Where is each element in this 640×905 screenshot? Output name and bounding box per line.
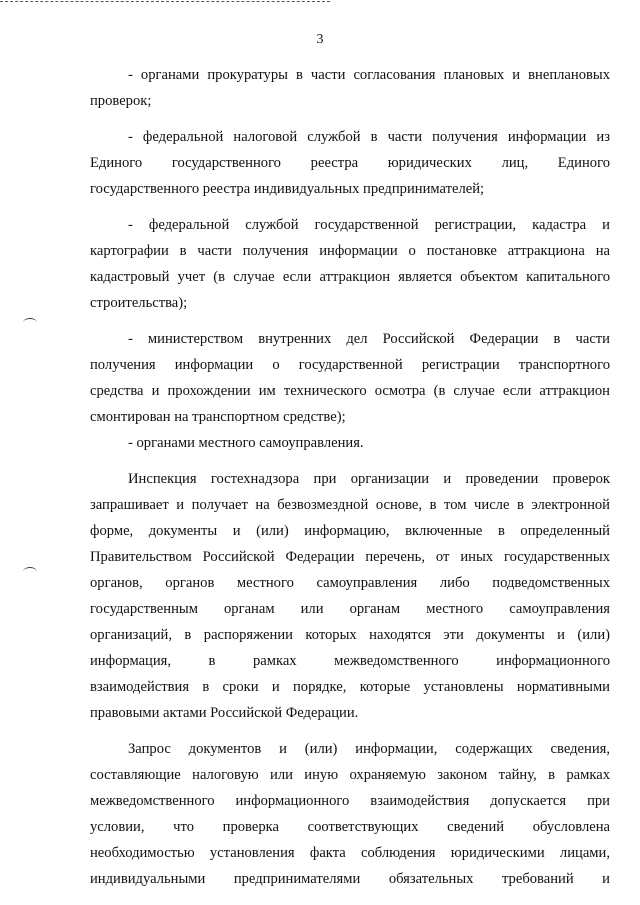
text-line: средства и прохождении им технического осмотра (в случае если аттракцион	[90, 383, 610, 399]
text-line: составляющие налоговую или иную охраняемую законом тайну, в рамках	[90, 767, 610, 783]
text-line: смонтирован на транспортном средстве);	[90, 409, 346, 425]
text-line: - федеральной службой государственной регистрации, кадастра и	[128, 217, 610, 233]
margin-mark	[23, 567, 37, 576]
text-line: проверок;	[90, 93, 152, 109]
text-line: Инспекция гостехнадзора при организации и проведении проверок	[128, 471, 610, 487]
text-line: информация, в рамках межведомственного информационного	[90, 653, 610, 669]
paragraph	[90, 430, 610, 456]
text-line: Единого государственного реестра юридических лиц, Единого	[90, 155, 610, 171]
paragraph	[90, 736, 610, 892]
text-line: правовыми актами Российской Федерации.	[90, 705, 359, 721]
text-line: форме, документы и (или) информацию, включенные в определенный	[90, 523, 610, 539]
paragraph	[90, 62, 610, 114]
text-line: межведомственного информационного взаимодействия допускается при	[90, 793, 610, 809]
text-line: государственным органам или органам местного самоуправления	[90, 601, 610, 617]
text-line: Запрос документов и (или) информации, содержащих сведения,	[128, 741, 610, 757]
text-line: - министерством внутренних дел Российской Федерации в части	[128, 331, 610, 347]
text-line: Правительством Российской Федерации перечень, от иных государственных	[90, 549, 610, 565]
text-line: организаций, в распоряжении которых находятся эти документы и (или)	[90, 627, 610, 643]
page-number: 3	[316, 32, 324, 47]
top-dashed-rule	[0, 1, 330, 2]
paragraph	[90, 326, 610, 430]
text-line: индивидуальными предпринимателями обязательных требований и	[90, 871, 610, 887]
text-line: кадастровый учет (в случае если аттракцион является объектом капитального	[90, 269, 610, 285]
text-line: получения информации о государственной регистрации транспортного	[90, 357, 610, 373]
text-line: - органами местного самоуправления.	[128, 435, 364, 451]
document-body	[90, 62, 610, 892]
text-line: строительства);	[90, 295, 188, 311]
text-line: - федеральной налоговой службой в части получения информации из	[128, 129, 610, 145]
margin-mark	[23, 318, 37, 327]
text-line: государственного реестра индивидуальных предпринимателей;	[90, 181, 485, 197]
text-line: картографии в части получения информации о постановке аттракциона на	[90, 243, 610, 259]
paragraph	[90, 212, 610, 316]
text-line: условии, что проверка соответствующих сведений обусловлена	[90, 819, 610, 835]
paragraph	[90, 466, 610, 726]
paragraph	[90, 124, 610, 202]
text-line: взаимодействия в сроки и порядке, которые установлены нормативными	[90, 679, 610, 695]
text-line: - органами прокуратуры в части согласования плановых и внеплановых	[128, 67, 610, 83]
text-line: необходимостью установления факта соблюдения юридическими лицами,	[90, 845, 610, 861]
text-line: запрашивает и получает на безвозмездной основе, в том числе в электронной	[90, 497, 610, 513]
text-line: органов, органов местного самоуправления либо подведомственных	[90, 575, 610, 591]
